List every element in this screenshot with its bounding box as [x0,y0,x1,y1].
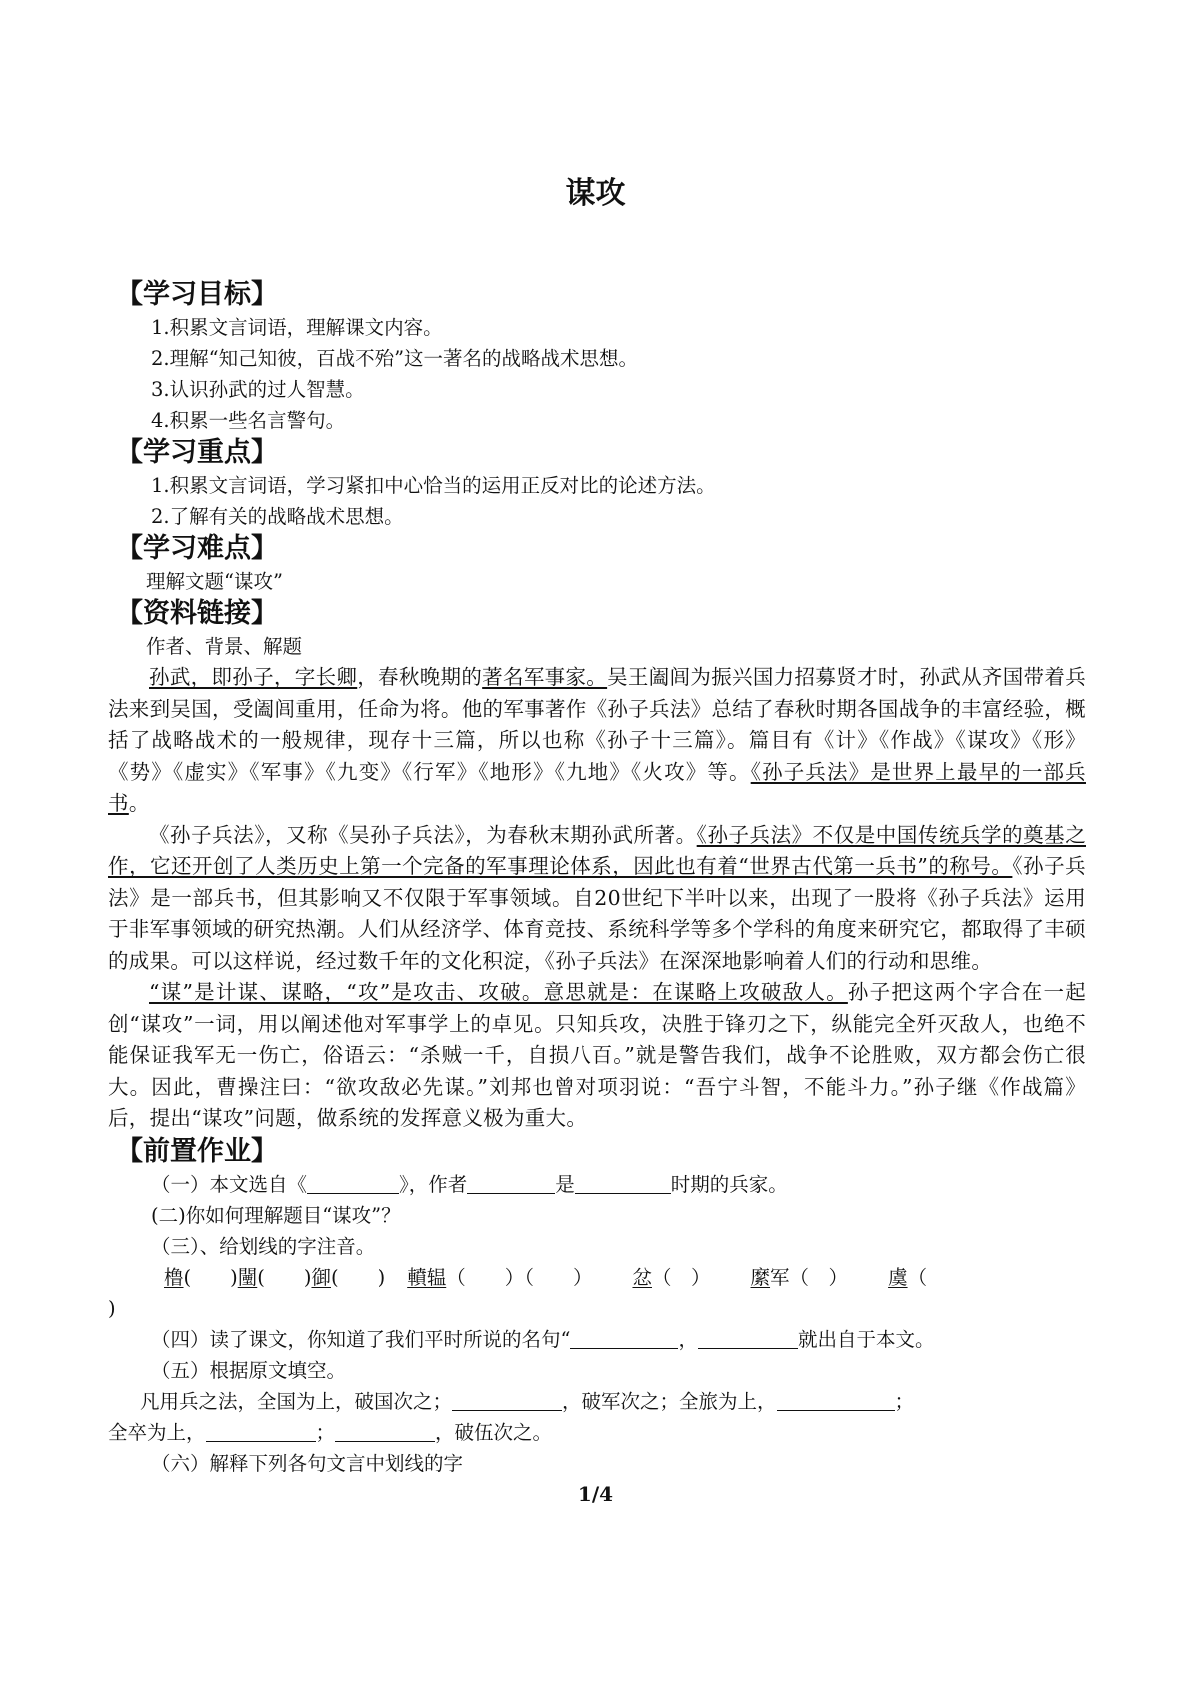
answer-blank[interactable] [698,1328,798,1349]
question-6: （六）解释下列各句文言中划线的字 [151,1451,464,1475]
answer-paren[interactable]: ( ) [257,1265,312,1289]
underlined-text: 《孙子兵法》是世界上最早的一部兵书 [108,759,1086,815]
underlined-char: 闉 [237,1265,258,1289]
fill-line-2: 全卒为上， ； ，破伍次之。 [108,1420,553,1444]
question-1: （一）本文选自《 》，作者 是 时期的兵家。 [151,1172,788,1196]
underlined-text: 孙武，即孙子，字长卿 [149,665,358,689]
answer-blank[interactable] [467,1173,555,1194]
pronunciation-wrap: ) [108,1296,116,1320]
question-2: (二)你如何理解题目“谋攻”？ [151,1203,401,1227]
material-paragraph-2: 《孙子兵法》，又称《吴孙子兵法》，为春秋末期孙武所著。《孙子兵法》不仅是中国传统兵学的奠基之作，它还开创了人类历史上第一个完备的军事理论体系，因此也有着“世界古代第一兵书”的称号。《孙子兵法》是一部兵书，但其影响又不仅限于军事领域。自20世纪下半叶以来，出现了一股将《孙子兵法》运用于非军事领域的研究热潮。人们从经济学、体育竞技、系统科学等多个学科的角度来研究它，都取得了丰硕的成果。可以这样说，经过数千年的文化积淀，《孙子兵法》在深深地影响着人们的行动和思维。 [108,822,1086,973]
answer-blank[interactable] [777,1390,895,1411]
answer-blank[interactable] [452,1390,562,1411]
section-heading-material: 【资料链接】 [116,598,278,629]
underlined-char: 轒辒 [407,1265,447,1289]
question-5: （五）根据原文填空。 [151,1358,347,1382]
answer-blank[interactable] [206,1421,316,1442]
content [108,278,1086,1479]
answer-paren[interactable]: ( ) [330,1265,386,1289]
goal-item: 4.积累一些名言警句。 [151,409,346,432]
page-number: 1/4 [577,1482,614,1506]
answer-paren[interactable]: ( ) [183,1265,238,1289]
goal-item: 3.认识孙武的过人智慧。 [151,378,365,401]
section-heading-homework: 【前置作业】 [116,1135,278,1167]
underlined-text: 著名军事家。 [482,665,608,689]
underlined-text: “谋”是计谋、谋略，“攻”是攻击、攻破。意思就是：在谋略上攻破敌人。 [149,980,848,1004]
underlined-char: 御 [311,1265,331,1289]
fill-line-1: 凡用兵之法，全国为上，破国次之； ，破军次之；全旅为上， ； [140,1389,915,1413]
answer-paren[interactable]: （ ） [789,1265,849,1289]
answer-blank[interactable] [307,1173,399,1194]
underlined-char: 虞 [888,1265,908,1289]
underlined-char: 縻 [750,1265,771,1289]
material-paragraph-3: “谋”是计谋、谋略，“攻”是攻击、攻破。意思就是：在谋略上攻破敌人。孙子把这两个字合在一起创“谋攻”一词，用以阐述他对军事学上的卓见。只知兵攻，决胜于锋刃之下，纵能完全歼灭敌人，也绝不能保证我军无一伤亡，俗语云：“杀贼一千，自损八百。”就是警告我们，战争不论胜败，双方都会伤亡很大。因此，曹操注曰：“欲攻敌必先谋。”刘邦也曾对项羽说：“吾宁斗智，不能斗力。”孙子继《作战篇》后，提出“谋攻”问题，做系统的发挥意义极为重大。 [108,980,1086,1130]
question-4: （四）读了课文，你知道了我们平时所说的名句“ ， 就出自于本文。 [151,1327,935,1351]
question-3: （三）、给划线的字注音。 [151,1234,376,1258]
underlined-text: 《孙子兵法》不仅是中国传统兵学的奠基之作，它还开创了人类历史上第一个完备的军事理论体系，因此也有着“世界古代第一兵书”的称号。 [108,822,1086,878]
key-item: 2.了解有关的战略战术思想。 [151,505,404,528]
key-item: 1.积累文言词语，学习紧扣中心恰当的运用正反对比的论述方法。 [151,474,716,497]
underlined-char: 橹 [164,1265,184,1289]
pronunciation-row: 橹( )闉( )御( ) 轒辒（ ）（ ） 忿（ ） 縻军（ ） 虞（ [164,1265,928,1289]
difficulty-text: 理解文题“谋攻” [146,570,283,593]
material-subtitle: 作者、背景、解题 [146,635,303,658]
section-heading-key: 【学习重点】 [116,437,278,468]
answer-blank[interactable] [335,1421,435,1442]
answer-paren[interactable]: （ ） [652,1265,711,1289]
material-paragraph-1: 孙武，即孙子，字长卿，春秋晚期的著名军事家。吴王阖闾为振兴国力招募贤才时，孙武从齐国带着兵法来到吴国，受阖闾重用，任命为将。他的军事著作《孙子兵法》总结了春秋时期各国战争的丰富经验，概括了战略战术的一般规律，现存十三篇，所以也称《孙子十三篇》。篇目有《计》《作战》《谋攻》《形》《势》《虚实》《军事》《九变》《行军》《地形》《九地》《火攻》等。《孙子兵法》是世界上最早的一部兵书。 [108,665,1086,815]
answer-paren[interactable]: （ [907,1265,928,1289]
goal-item: 2.理解“知己知彼，百战不殆”这一著名的战略战术思想。 [151,347,639,370]
section-heading-difficulty: 【学习难点】 [116,533,278,564]
page-title: 谋攻 [565,176,626,211]
answer-blank[interactable] [570,1328,678,1349]
goal-item: 1.积累文言词语，理解课文内容。 [151,316,443,339]
section-heading-goals: 【学习目标】 [116,279,278,310]
answer-paren[interactable]: （ ）（ ） [446,1265,593,1289]
answer-blank[interactable] [575,1173,671,1194]
underlined-char: 忿 [632,1265,652,1289]
